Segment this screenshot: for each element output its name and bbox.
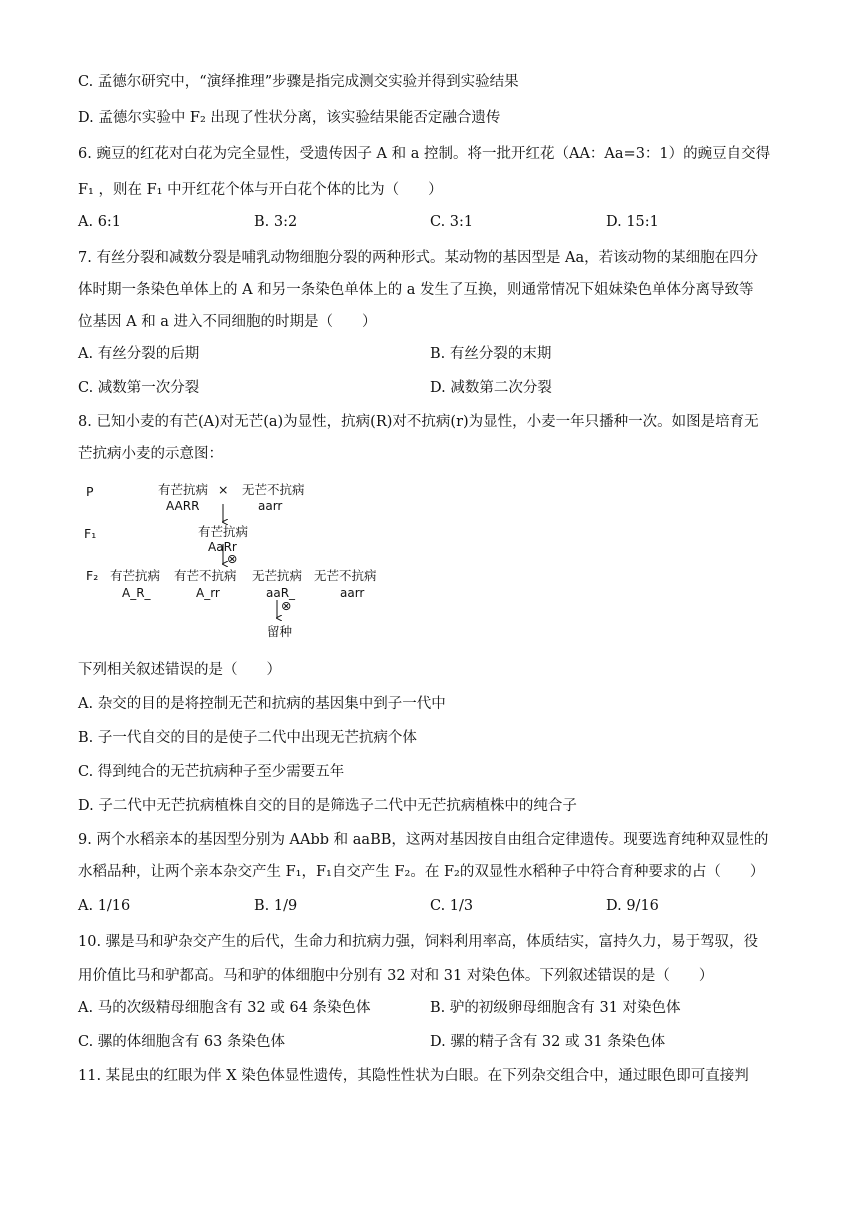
q8-question: 下列相关叙述错误的是（ ） — [78, 662, 281, 678]
f2-genotype-2: A_rr — [196, 586, 220, 600]
q8-option-b: B. 子一代自交的目的是使子二代中出现无芒抗病个体 — [78, 730, 417, 746]
q7-option-a: A. 有丝分裂的后期 — [78, 346, 200, 362]
q8-option-c: C. 得到纯合的无芒抗病种子至少需要五年 — [78, 764, 345, 780]
q11-stem-line1: 11. 某昆虫的红眼为伴 X 染色体显性遗传，其隐性性状为白眼。在下列杂交组合中，通过眼色即可直接判 — [78, 1068, 749, 1084]
q5-option-d: D. 孟德尔实验中 F₂ 出现了性状分离，该实验结果能否定融合遗传 — [78, 110, 501, 126]
q8-stem-line2: 芒抗病小麦的示意图： — [78, 446, 223, 462]
q9-stem-line1: 9. 两个水稻亲本的基因型分别为 AAbb 和 aaBB，这两对基因按自由组合定律遗传。现要选育纯种双显性的 — [78, 832, 769, 848]
generation-f2-label: F₂ — [86, 568, 99, 583]
q10-option-d: D. 骡的精子含有 32 或 31 条染色体 — [430, 1034, 666, 1050]
q6-option-c: C. 3:1 — [430, 214, 474, 230]
q9-stem-line2: 水稻品种，让两个亲本杂交产生 F₁，F₁自交产生 F₂。在 F₂的双显性水稻种子中符合育种要求的占（ ） — [78, 864, 765, 880]
q6-stem-line2: F₁ ，则在 F₁ 中开红花个体与开白花个体的比为（ ） — [78, 182, 443, 198]
f2-genotype-4: aarr — [340, 586, 365, 600]
q7-stem-line2: 体时期一条染色单体上的 A 和另一条染色单体上的 a 发生了互换，则通常情况下姐妹染色单体分离导致等 — [78, 282, 754, 298]
q7-option-b: B. 有丝分裂的末期 — [430, 346, 552, 362]
q6-option-d: D. 15:1 — [606, 214, 659, 230]
keep-seed-label: 留种 — [267, 624, 293, 639]
breeding-arrows — [78, 480, 408, 645]
f2-phenotype-1: 有芒抗病 — [110, 568, 161, 583]
f2-genotype-1: A_R_ — [122, 586, 151, 600]
selfing-symbol-f2: ⊗ — [281, 598, 292, 613]
breeding-diagram — [78, 480, 408, 645]
q6-option-a: A. 6:1 — [78, 214, 122, 230]
q10-stem-line1: 10. 骡是马和驴杂交产生的后代，生命力和抗病力强，饲料利用率高，体质结实，富持久力，易于驾驭，役 — [78, 934, 759, 950]
cross-symbol: × — [218, 482, 229, 497]
q8-stem-line1: 8. 已知小麦的有芒(A)对无芒(a)为显性，抗病(R)对不抗病(r)为显性，小麦一年只播种一次。如图是培育无 — [78, 414, 759, 430]
q10-option-a: A. 马的次级精母细胞含有 32 或 64 条染色体 — [78, 1000, 371, 1016]
f1-phenotype: 有芒抗病 — [198, 524, 249, 539]
p-parent1-genotype: AARR — [166, 499, 200, 513]
f2-phenotype-2: 有芒不抗病 — [174, 568, 237, 583]
generation-f1-label: F₁ — [84, 526, 97, 541]
q10-option-b: B. 驴的初级卵母细胞含有 31 对染色体 — [430, 1000, 681, 1016]
q5-option-c: C. 孟德尔研究中，“演绎推理”步骤是指完成测交实验并得到实验结果 — [78, 74, 519, 90]
q9-option-b: B. 1/9 — [254, 898, 298, 914]
q7-stem-line1: 7. 有丝分裂和减数分裂是哺乳动物细胞分裂的两种形式。某动物的基因型是 Aa，若该动物的某细胞在四分 — [78, 250, 759, 266]
f2-phenotype-3: 无芒抗病 — [252, 568, 303, 583]
f1-genotype: AaRr — [208, 540, 237, 554]
q10-option-c: C. 骡的体细胞含有 63 条染色体 — [78, 1034, 285, 1050]
selfing-symbol-f1: ⊗ — [227, 551, 238, 566]
q9-option-a: A. 1/16 — [78, 898, 131, 914]
generation-p-label: P — [86, 484, 94, 499]
q7-stem-line3: 位基因 A 和 a 进入不同细胞的时期是（ ） — [78, 314, 377, 330]
q9-option-d: D. 9/16 — [606, 898, 659, 914]
q8-option-d: D. 子二代中无芒抗病植株自交的目的是筛选子二代中无芒抗病植株中的纯合子 — [78, 798, 577, 814]
p-parent2-genotype: aarr — [258, 499, 283, 513]
q8-option-a: A. 杂交的目的是将控制无芒和抗病的基因集中到子一代中 — [78, 696, 446, 712]
q6-option-b: B. 3:2 — [254, 214, 298, 230]
f2-phenotype-4: 无芒不抗病 — [314, 568, 377, 583]
p-parent2-phenotype: 无芒不抗病 — [242, 482, 305, 497]
q7-option-c: C. 减数第一次分裂 — [78, 380, 200, 396]
q9-option-c: C. 1/3 — [430, 898, 474, 914]
p-parent1-phenotype: 有芒抗病 — [158, 482, 209, 497]
q7-option-d: D. 减数第二次分裂 — [430, 380, 552, 396]
q6-stem-line1: 6. 豌豆的红花对白花为完全显性，受遗传因子 A 和 a 控制。将一批开红花（AA：Aa=3：1）的豌豆自交得 — [78, 146, 771, 162]
q10-stem-line2: 用价值比马和驴都高。马和驴的体细胞中分别有 32 对和 31 对染色体。下列叙述错误的是（ ） — [78, 968, 714, 984]
f2-genotype-3: aaR_ — [266, 586, 296, 600]
